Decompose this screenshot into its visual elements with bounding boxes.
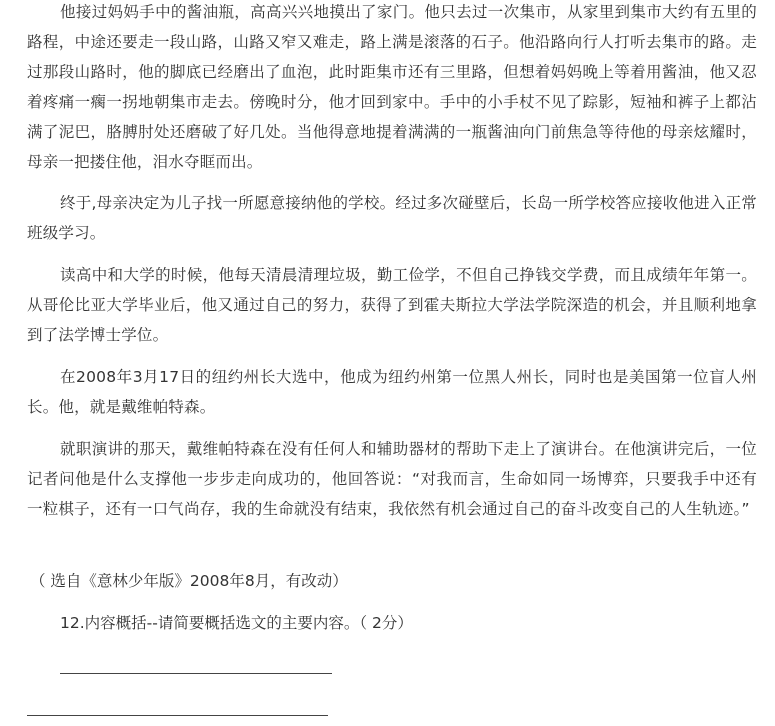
passage-paragraph-2: 终于,母亲决定为儿子找一所愿意接纳他的学校。经过多次碰壁后，长岛一所学校答应接收他进入正常班级学习。 — [27, 194, 757, 242]
source-citation: （ 选自《意林少年版》2008年8月，有改动） — [30, 572, 348, 590]
answer-blank-line-1[interactable] — [60, 673, 332, 674]
passage-paragraph-1: 他接过妈妈手中的酱油瓶，高高兴兴地摸出了家门。他只去过一次集市，从家里到集市大约有五里的路程，中途还要走一段山路，山路又窄又难走，路上满是滚落的石子。他沿路向行人打听去集市的路。走过那段山路时，他的脚底已经磨出了血泡，此时距集市还有三里路，但想着妈妈晚上等着用酱油，他又忍着疼痛一瘸一拐地朝集市走去。傍晚时分，他才回到家中。手中的小手杖不见了踪影，短袖和裤子上都沾满了泥巴，胳膊肘处还磨破了好几处。当他得意地提着满满的一瓶酱油向门前焦急等待他的母亲炫耀时，母亲一把搂住他，泪水夺眶而出。 — [27, 3, 757, 171]
question-prompt: 12.内容概括--请简要概括选文的主要内容。（ 2分） — [60, 614, 413, 632]
answer-blank-line-2[interactable] — [27, 715, 328, 716]
passage-paragraph-3: 读高中和大学的时候，他每天清晨清理垃圾，勤工俭学，不但自己挣钱交学费，而且成绩年年第一。从哥伦比亚大学毕业后，他又通过自己的努力，获得了到霍夫斯拉大学法学院深造的机会，并且顺利地拿到了法学博士学位。 — [27, 266, 757, 344]
passage-paragraph-5: 就职演讲的那天，戴维帕特森在没有任何人和辅助器材的帮助下走上了演讲台。在他演讲完后，一位记者问他是什么支撑他一步步走向成功的，他回答说：“对我而言，生命如同一场博弈，只要我手中还有一粒棋子，还有一口气尚存，我的生命就没有结束，我依然有机会通过自己的奋斗改变自己的人生轨迹。” — [27, 440, 757, 518]
passage-paragraph-4: 在2008年3月17日的纽约州长大选中，他成为纽约州第一位黑人州长，同时也是美国第一位盲人州长。他，就是戴维帕特森。 — [27, 368, 757, 416]
